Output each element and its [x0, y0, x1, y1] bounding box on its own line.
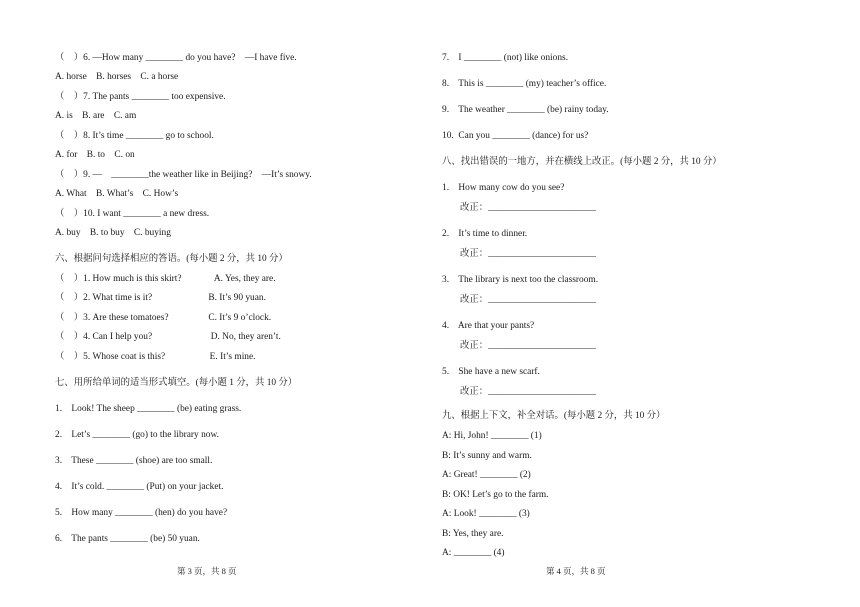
question-10-options: A. buy B. to buy C. buying — [55, 228, 171, 238]
question-6: （ ）6. —How many ________ do you have? —I have five. — [55, 53, 297, 63]
question-10: （ ）10. I want ________ a new dress. — [55, 209, 210, 219]
fill-item-6: 6. The pants ________ (be) 50 yuan. — [55, 534, 200, 544]
dialogue-line-2: B: It’s sunny and warm. — [442, 451, 532, 461]
fill-item-2: 2. Let’s ________ (go) to the library now. — [55, 430, 219, 440]
error-item-3: 3. The library is next too the classroom. — [442, 275, 599, 285]
question-8-options: A. for B. to C. on — [55, 150, 135, 160]
correction-line-2: 改正：_______________________ — [460, 249, 596, 259]
dialogue-line-3: A: Great! ________ (2) — [442, 470, 531, 480]
section-8-heading: 八、找出错误的一地方，并在横线上改正。(每小题 2 分，共 10 分） — [442, 157, 722, 167]
match-item-1: （ ）1. How much is this skirt? A. Yes, they are. — [55, 274, 276, 284]
dialogue-line-4: B: OK! Let’s go to the farm. — [442, 490, 549, 500]
fill-item-10: 10. Can you ________ (dance) for us? — [442, 131, 589, 141]
match-item-5: （ ）5. Whose coat is this? E. It’s mine. — [55, 352, 256, 362]
question-7-options: A. is B. are C. am — [55, 111, 137, 121]
dialogue-line-7: A: ________ (4) — [442, 548, 505, 558]
error-item-2: 2. It’s time to dinner. — [442, 229, 528, 239]
fill-item-8: 8. This is ________ (my) teacher’s office. — [442, 79, 607, 89]
page-footer: 第 4 页，共 8 页 — [546, 566, 606, 576]
question-9-options: A. What B. What’s C. How’s — [55, 189, 179, 199]
section-9-heading: 九、根据上下文，补全对话。(每小题 2 分，共 10 分） — [442, 411, 666, 421]
dialogue-line-5: A: Look! ________ (3) — [442, 509, 530, 519]
error-item-4: 4. Are that your pants? — [442, 321, 535, 331]
fill-item-7: 7. I ________ (not) like onions. — [442, 53, 569, 63]
fill-item-1: 1. Look! The sheep ________ (be) eating grass. — [55, 404, 242, 414]
match-item-2: （ ）2. What time is it? B. It’s 90 yuan. — [55, 293, 266, 303]
error-item-5: 5. She have a new scarf. — [442, 367, 540, 377]
section-7-heading: 七、用所给单词的适当形式填空。(每小题 1 分，共 10 分） — [55, 378, 298, 388]
correction-line-1: 改正：_______________________ — [460, 203, 596, 213]
error-item-1: 1. How many cow do you see? — [442, 183, 565, 193]
dialogue-line-1: A: Hi, John! ________ (1) — [442, 431, 542, 441]
question-6-options: A. horse B. horses C. a horse — [55, 72, 179, 82]
fill-item-3: 3. These ________ (shoe) are too small. — [55, 456, 213, 466]
fill-item-9: 9. The weather ________ (be) rainy today. — [442, 105, 609, 115]
correction-line-4: 改正：_______________________ — [460, 341, 596, 351]
section-6-heading: 六、根据问句选择相应的答语。(每小题 2 分，共 10 分） — [55, 254, 288, 264]
match-item-4: （ ）4. Can I help you? D. No, they aren’t. — [55, 332, 281, 342]
correction-line-3: 改正：_______________________ — [460, 295, 596, 305]
correction-line-5: 改正：_______________________ — [460, 387, 596, 397]
fill-item-4: 4. It’s cold. ________ (Put) on your jacket. — [55, 482, 224, 492]
page-footer: 第 3 页，共 8 页 — [177, 566, 237, 576]
question-8: （ ）8. It’s time ________ go to school. — [55, 131, 214, 141]
fill-item-5: 5. How many ________ (hen) do you have? — [55, 508, 228, 518]
question-9: （ ）9. — ________the weather like in Beijing? —It’s snowy. — [55, 170, 312, 180]
question-7: （ ）7. The pants ________ too expensive. — [55, 92, 226, 102]
match-item-3: （ ）3. Are these tomatoes? C. It’s 9 o’clock. — [55, 313, 272, 323]
dialogue-line-6: B: Yes, they are. — [442, 529, 504, 539]
